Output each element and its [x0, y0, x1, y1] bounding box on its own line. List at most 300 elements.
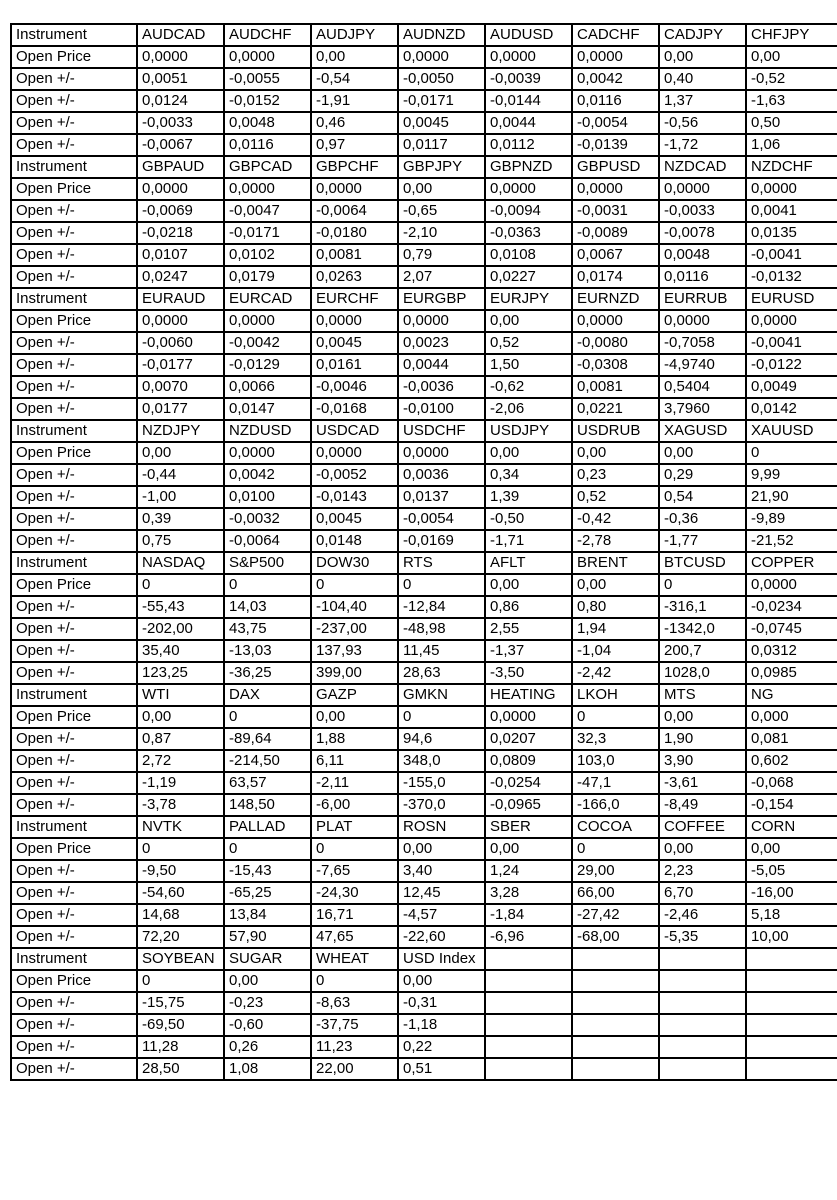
change-value-cell[interactable]: -0,0033: [137, 112, 224, 134]
open-price-cell[interactable]: 0,0000: [485, 178, 572, 200]
change-value-cell[interactable]: 0,0045: [311, 332, 398, 354]
change-value-cell[interactable]: 14,68: [137, 904, 224, 926]
change-value-cell[interactable]: -0,0054: [572, 112, 659, 134]
change-value-cell[interactable]: -0,0132: [746, 266, 837, 288]
change-value-cell[interactable]: 28,50: [137, 1058, 224, 1080]
change-value-cell[interactable]: 0,0066: [224, 376, 311, 398]
open-price-cell[interactable]: 0,00: [746, 838, 837, 860]
change-value-cell[interactable]: -1,91: [311, 90, 398, 112]
change-value-cell[interactable]: -0,7058: [659, 332, 746, 354]
row-label-open-change[interactable]: Open +/-: [11, 266, 137, 288]
change-value-cell[interactable]: 32,3: [572, 728, 659, 750]
instrument-header-cell[interactable]: NASDAQ: [137, 552, 224, 574]
row-label-open-change[interactable]: Open +/-: [11, 596, 137, 618]
change-value-cell[interactable]: -202,00: [137, 618, 224, 640]
change-value-cell[interactable]: 0,0042: [224, 464, 311, 486]
change-value-cell[interactable]: 0,0081: [572, 376, 659, 398]
instrument-header-cell[interactable]: USDRUB: [572, 420, 659, 442]
change-value-cell[interactable]: 11,23: [311, 1036, 398, 1058]
row-label-open-change[interactable]: Open +/-: [11, 904, 137, 926]
change-value-cell[interactable]: -0,0032: [224, 508, 311, 530]
instrument-header-cell[interactable]: ROSN: [398, 816, 485, 838]
open-price-cell[interactable]: 0,0000: [398, 310, 485, 332]
change-value-cell[interactable]: -89,64: [224, 728, 311, 750]
change-value-cell[interactable]: -0,0122: [746, 354, 837, 376]
change-value-cell[interactable]: -0,0052: [311, 464, 398, 486]
change-value-cell[interactable]: 0,0045: [398, 112, 485, 134]
change-value-cell[interactable]: 0,0117: [398, 134, 485, 156]
change-value-cell[interactable]: 0,0049: [746, 376, 837, 398]
instrument-header-cell[interactable]: EURCAD: [224, 288, 311, 310]
change-value-cell[interactable]: -69,50: [137, 1014, 224, 1036]
open-price-cell[interactable]: 0,0000: [311, 178, 398, 200]
open-price-cell[interactable]: 0,00: [398, 178, 485, 200]
change-value-cell[interactable]: 0,0207: [485, 728, 572, 750]
change-value-cell[interactable]: -0,0308: [572, 354, 659, 376]
change-value-cell[interactable]: -0,0254: [485, 772, 572, 794]
change-value-cell[interactable]: 11,45: [398, 640, 485, 662]
open-price-cell[interactable]: 0,00: [659, 706, 746, 728]
change-value-cell[interactable]: -0,52: [746, 68, 837, 90]
open-price-cell[interactable]: 0: [224, 706, 311, 728]
open-price-cell[interactable]: 0,00: [485, 442, 572, 464]
open-price-cell[interactable]: 0,0000: [659, 310, 746, 332]
change-value-cell[interactable]: -1,63: [746, 90, 837, 112]
open-price-cell[interactable]: 0,0000: [224, 178, 311, 200]
row-label-open-change[interactable]: Open +/-: [11, 332, 137, 354]
row-label-open-change[interactable]: Open +/-: [11, 860, 137, 882]
change-value-cell[interactable]: 0,0045: [311, 508, 398, 530]
row-label-open-change[interactable]: Open +/-: [11, 112, 137, 134]
open-price-cell[interactable]: 0,0000: [572, 310, 659, 332]
change-value-cell[interactable]: -104,40: [311, 596, 398, 618]
instrument-header-cell[interactable]: NVTK: [137, 816, 224, 838]
open-price-cell[interactable]: 0,0000: [398, 442, 485, 464]
change-value-cell[interactable]: -3,78: [137, 794, 224, 816]
change-value-cell[interactable]: 0,0263: [311, 266, 398, 288]
open-price-cell[interactable]: 0,00: [572, 442, 659, 464]
change-value-cell[interactable]: 2,72: [137, 750, 224, 772]
change-value-cell[interactable]: -2,78: [572, 530, 659, 552]
instrument-header-cell[interactable]: USD Index: [398, 948, 485, 970]
change-value-cell[interactable]: 2,55: [485, 618, 572, 640]
change-value-cell[interactable]: 43,75: [224, 618, 311, 640]
instrument-header-cell[interactable]: CHFJPY: [746, 24, 837, 46]
change-value-cell[interactable]: -166,0: [572, 794, 659, 816]
change-value-cell[interactable]: 14,03: [224, 596, 311, 618]
change-value-cell[interactable]: -0,0060: [137, 332, 224, 354]
instrument-header-cell[interactable]: DOW30: [311, 552, 398, 574]
change-value-cell[interactable]: -0,0168: [311, 398, 398, 420]
change-value-cell[interactable]: 12,45: [398, 882, 485, 904]
row-label-open-change[interactable]: Open +/-: [11, 1014, 137, 1036]
change-value-cell[interactable]: -2,06: [485, 398, 572, 420]
change-value-cell[interactable]: 0,39: [137, 508, 224, 530]
change-value-cell[interactable]: -0,0064: [224, 530, 311, 552]
change-value-cell[interactable]: -0,0064: [311, 200, 398, 222]
change-value-cell[interactable]: 0,0070: [137, 376, 224, 398]
change-value-cell[interactable]: 1,06: [746, 134, 837, 156]
instrument-header-cell[interactable]: USDCHF: [398, 420, 485, 442]
change-value-cell[interactable]: 0,0179: [224, 266, 311, 288]
change-value-cell[interactable]: 2,07: [398, 266, 485, 288]
change-value-cell[interactable]: 348,0: [398, 750, 485, 772]
open-price-cell[interactable]: 0,00: [485, 838, 572, 860]
change-value-cell[interactable]: -16,00: [746, 882, 837, 904]
change-value-cell[interactable]: -6,00: [311, 794, 398, 816]
change-value-cell[interactable]: 0,0048: [659, 244, 746, 266]
open-price-cell[interactable]: 0,00: [659, 442, 746, 464]
instrument-header-cell[interactable]: NZDJPY: [137, 420, 224, 442]
open-price-cell[interactable]: 0: [659, 574, 746, 596]
instrument-header-cell[interactable]: SUGAR: [224, 948, 311, 970]
change-value-cell[interactable]: 57,90: [224, 926, 311, 948]
change-value-cell[interactable]: 0,0042: [572, 68, 659, 90]
change-value-cell[interactable]: -1,18: [398, 1014, 485, 1036]
change-value-cell[interactable]: -54,60: [137, 882, 224, 904]
change-value-cell[interactable]: -370,0: [398, 794, 485, 816]
change-value-cell[interactable]: -0,0031: [572, 200, 659, 222]
instrument-header-cell[interactable]: EURUSD: [746, 288, 837, 310]
open-price-cell[interactable]: 0,0000: [659, 178, 746, 200]
row-label-open-change[interactable]: Open +/-: [11, 244, 137, 266]
change-value-cell[interactable]: 1,39: [485, 486, 572, 508]
change-value-cell[interactable]: 1,37: [659, 90, 746, 112]
change-value-cell[interactable]: -1,84: [485, 904, 572, 926]
change-value-cell[interactable]: 0,23: [572, 464, 659, 486]
change-value-cell[interactable]: 1028,0: [659, 662, 746, 684]
open-price-cell[interactable]: 0,0000: [485, 46, 572, 68]
instrument-header-cell[interactable]: GBPNZD: [485, 156, 572, 178]
change-value-cell[interactable]: -0,0234: [746, 596, 837, 618]
row-label-open-change[interactable]: Open +/-: [11, 200, 137, 222]
change-value-cell[interactable]: -1,19: [137, 772, 224, 794]
open-price-cell[interactable]: 0,00: [398, 970, 485, 992]
instrument-header-cell[interactable]: SBER: [485, 816, 572, 838]
change-value-cell[interactable]: 0,0116: [224, 134, 311, 156]
change-value-cell[interactable]: 148,50: [224, 794, 311, 816]
change-value-cell[interactable]: -0,0067: [137, 134, 224, 156]
open-price-cell[interactable]: 0,00: [659, 838, 746, 860]
open-price-cell[interactable]: 0: [224, 574, 311, 596]
row-label-instrument[interactable]: Instrument: [11, 420, 137, 442]
change-value-cell[interactable]: -68,00: [572, 926, 659, 948]
change-value-cell[interactable]: 137,93: [311, 640, 398, 662]
change-value-cell[interactable]: 0,0124: [137, 90, 224, 112]
change-value-cell[interactable]: 0,0100: [224, 486, 311, 508]
row-label-open-change[interactable]: Open +/-: [11, 354, 137, 376]
row-label-open-price[interactable]: Open Price: [11, 46, 137, 68]
open-price-cell[interactable]: 0,0000: [398, 46, 485, 68]
instrument-header-cell[interactable]: GMKN: [398, 684, 485, 706]
instrument-header-cell[interactable]: XAGUSD: [659, 420, 746, 442]
open-price-cell[interactable]: 0,00: [572, 574, 659, 596]
change-value-cell[interactable]: 0,0985: [746, 662, 837, 684]
instrument-header-cell[interactable]: NG: [746, 684, 837, 706]
open-price-cell[interactable]: 0,00: [485, 310, 572, 332]
change-value-cell[interactable]: -7,65: [311, 860, 398, 882]
row-label-open-price[interactable]: Open Price: [11, 970, 137, 992]
row-label-open-change[interactable]: Open +/-: [11, 530, 137, 552]
change-value-cell[interactable]: -0,54: [311, 68, 398, 90]
instrument-header-cell[interactable]: USDJPY: [485, 420, 572, 442]
change-value-cell[interactable]: 16,71: [311, 904, 398, 926]
change-value-cell[interactable]: -0,0745: [746, 618, 837, 640]
open-price-cell[interactable]: 0: [398, 574, 485, 596]
change-value-cell[interactable]: 0,0177: [137, 398, 224, 420]
change-value-cell[interactable]: -0,0041: [746, 332, 837, 354]
change-value-cell[interactable]: 0,50: [746, 112, 837, 134]
row-label-open-change[interactable]: Open +/-: [11, 1058, 137, 1080]
change-value-cell[interactable]: -1,72: [659, 134, 746, 156]
instrument-header-cell[interactable]: RTS: [398, 552, 485, 574]
change-value-cell[interactable]: 0,0112: [485, 134, 572, 156]
change-value-cell[interactable]: 0,602: [746, 750, 837, 772]
open-price-cell[interactable]: 0,0000: [224, 310, 311, 332]
instrument-header-cell[interactable]: XAUUSD: [746, 420, 837, 442]
change-value-cell[interactable]: -8,63: [311, 992, 398, 1014]
change-value-cell[interactable]: 1,90: [659, 728, 746, 750]
instrument-header-cell[interactable]: PLAT: [311, 816, 398, 838]
change-value-cell[interactable]: -0,0180: [311, 222, 398, 244]
row-label-instrument[interactable]: Instrument: [11, 948, 137, 970]
instrument-header-cell[interactable]: MTS: [659, 684, 746, 706]
change-value-cell[interactable]: 3,7960: [659, 398, 746, 420]
change-value-cell[interactable]: -1,00: [137, 486, 224, 508]
change-value-cell[interactable]: -9,50: [137, 860, 224, 882]
open-price-cell[interactable]: 0,00: [137, 706, 224, 728]
change-value-cell[interactable]: 1,24: [485, 860, 572, 882]
change-value-cell[interactable]: -0,0069: [137, 200, 224, 222]
row-label-open-change[interactable]: Open +/-: [11, 662, 137, 684]
change-value-cell[interactable]: -15,43: [224, 860, 311, 882]
open-price-cell[interactable]: 0,0000: [572, 46, 659, 68]
change-value-cell[interactable]: 11,28: [137, 1036, 224, 1058]
change-value-cell[interactable]: -0,0171: [398, 90, 485, 112]
row-label-open-change[interactable]: Open +/-: [11, 222, 137, 244]
change-value-cell[interactable]: -0,0152: [224, 90, 311, 112]
change-value-cell[interactable]: -0,0080: [572, 332, 659, 354]
open-price-cell[interactable]: 0: [224, 838, 311, 860]
change-value-cell[interactable]: 0,0108: [485, 244, 572, 266]
instrument-header-cell[interactable]: GAZP: [311, 684, 398, 706]
change-value-cell[interactable]: 0,0142: [746, 398, 837, 420]
change-value-cell[interactable]: -22,60: [398, 926, 485, 948]
instrument-header-cell[interactable]: SOYBEAN: [137, 948, 224, 970]
change-value-cell[interactable]: -0,62: [485, 376, 572, 398]
row-label-open-change[interactable]: Open +/-: [11, 90, 137, 112]
row-label-open-change[interactable]: Open +/-: [11, 508, 137, 530]
change-value-cell[interactable]: -0,0169: [398, 530, 485, 552]
change-value-cell[interactable]: -0,65: [398, 200, 485, 222]
change-value-cell[interactable]: 0,51: [398, 1058, 485, 1080]
change-value-cell[interactable]: 123,25: [137, 662, 224, 684]
change-value-cell[interactable]: -3,50: [485, 662, 572, 684]
open-price-cell[interactable]: 0,0000: [137, 178, 224, 200]
change-value-cell[interactable]: 0,0036: [398, 464, 485, 486]
instrument-header-cell[interactable]: AUDUSD: [485, 24, 572, 46]
open-price-cell[interactable]: 0,0000: [224, 46, 311, 68]
row-label-open-change[interactable]: Open +/-: [11, 926, 137, 948]
row-label-open-change[interactable]: Open +/-: [11, 1036, 137, 1058]
open-price-cell[interactable]: 0,00: [311, 46, 398, 68]
change-value-cell[interactable]: -0,0036: [398, 376, 485, 398]
instrument-header-cell[interactable]: CADJPY: [659, 24, 746, 46]
instrument-header-cell[interactable]: EURAUD: [137, 288, 224, 310]
change-value-cell[interactable]: -1,37: [485, 640, 572, 662]
open-price-cell[interactable]: 0,0000: [311, 310, 398, 332]
change-value-cell[interactable]: 0,0051: [137, 68, 224, 90]
row-label-open-change[interactable]: Open +/-: [11, 464, 137, 486]
instrument-header-cell[interactable]: COCOA: [572, 816, 659, 838]
open-price-cell[interactable]: 0,00: [224, 970, 311, 992]
open-price-cell[interactable]: 0,0000: [485, 706, 572, 728]
change-value-cell[interactable]: -65,25: [224, 882, 311, 904]
change-value-cell[interactable]: -3,61: [659, 772, 746, 794]
change-value-cell[interactable]: -1,71: [485, 530, 572, 552]
change-value-cell[interactable]: 200,7: [659, 640, 746, 662]
change-value-cell[interactable]: -0,0078: [659, 222, 746, 244]
open-price-cell[interactable]: 0: [398, 706, 485, 728]
open-price-cell[interactable]: 0,0000: [311, 442, 398, 464]
instrument-header-cell[interactable]: LKOH: [572, 684, 659, 706]
change-value-cell[interactable]: 21,90: [746, 486, 837, 508]
row-label-open-price[interactable]: Open Price: [11, 442, 137, 464]
instrument-header-cell[interactable]: BRENT: [572, 552, 659, 574]
change-value-cell[interactable]: 0,0135: [746, 222, 837, 244]
instrument-header-cell[interactable]: GBPUSD: [572, 156, 659, 178]
change-value-cell[interactable]: -0,0055: [224, 68, 311, 90]
change-value-cell[interactable]: -2,11: [311, 772, 398, 794]
row-label-open-price[interactable]: Open Price: [11, 706, 137, 728]
change-value-cell[interactable]: 6,11: [311, 750, 398, 772]
change-value-cell[interactable]: 0,0044: [485, 112, 572, 134]
open-price-cell[interactable]: 0: [137, 574, 224, 596]
open-price-cell[interactable]: 0: [311, 574, 398, 596]
change-value-cell[interactable]: -1,77: [659, 530, 746, 552]
row-label-open-change[interactable]: Open +/-: [11, 992, 137, 1014]
change-value-cell[interactable]: -0,0363: [485, 222, 572, 244]
open-price-cell[interactable]: 0,0000: [746, 310, 837, 332]
instrument-header-cell[interactable]: WHEAT: [311, 948, 398, 970]
change-value-cell[interactable]: -0,0094: [485, 200, 572, 222]
change-value-cell[interactable]: -0,068: [746, 772, 837, 794]
change-value-cell[interactable]: -0,31: [398, 992, 485, 1014]
change-value-cell[interactable]: -0,50: [485, 508, 572, 530]
change-value-cell[interactable]: 0,34: [485, 464, 572, 486]
instrument-header-cell[interactable]: PALLAD: [224, 816, 311, 838]
change-value-cell[interactable]: -36,25: [224, 662, 311, 684]
change-value-cell[interactable]: -2,10: [398, 222, 485, 244]
row-label-open-price[interactable]: Open Price: [11, 310, 137, 332]
change-value-cell[interactable]: -12,84: [398, 596, 485, 618]
row-label-instrument[interactable]: Instrument: [11, 24, 137, 46]
change-value-cell[interactable]: 0,0116: [572, 90, 659, 112]
row-label-open-change[interactable]: Open +/-: [11, 376, 137, 398]
change-value-cell[interactable]: 3,90: [659, 750, 746, 772]
change-value-cell[interactable]: 0,0227: [485, 266, 572, 288]
change-value-cell[interactable]: -0,0089: [572, 222, 659, 244]
change-value-cell[interactable]: -47,1: [572, 772, 659, 794]
change-value-cell[interactable]: 3,40: [398, 860, 485, 882]
change-value-cell[interactable]: 0,79: [398, 244, 485, 266]
change-value-cell[interactable]: -0,0033: [659, 200, 746, 222]
change-value-cell[interactable]: 1,08: [224, 1058, 311, 1080]
change-value-cell[interactable]: 0,0137: [398, 486, 485, 508]
change-value-cell[interactable]: -48,98: [398, 618, 485, 640]
change-value-cell[interactable]: 0,46: [311, 112, 398, 134]
open-price-cell[interactable]: 0,0000: [746, 178, 837, 200]
instrument-header-cell[interactable]: WTI: [137, 684, 224, 706]
open-price-cell[interactable]: 0: [311, 838, 398, 860]
change-value-cell[interactable]: 399,00: [311, 662, 398, 684]
instrument-header-cell[interactable]: S&P500: [224, 552, 311, 574]
instrument-header-cell[interactable]: COPPER: [746, 552, 837, 574]
change-value-cell[interactable]: -5,05: [746, 860, 837, 882]
open-price-cell[interactable]: 0,0000: [137, 46, 224, 68]
open-price-cell[interactable]: 0: [746, 442, 837, 464]
change-value-cell[interactable]: -8,49: [659, 794, 746, 816]
row-label-open-change[interactable]: Open +/-: [11, 134, 137, 156]
change-value-cell[interactable]: 0,0067: [572, 244, 659, 266]
change-value-cell[interactable]: -5,35: [659, 926, 746, 948]
open-price-cell[interactable]: 0: [137, 838, 224, 860]
change-value-cell[interactable]: -4,57: [398, 904, 485, 926]
change-value-cell[interactable]: -0,42: [572, 508, 659, 530]
row-label-instrument[interactable]: Instrument: [11, 156, 137, 178]
change-value-cell[interactable]: 0,0312: [746, 640, 837, 662]
row-label-open-price[interactable]: Open Price: [11, 574, 137, 596]
change-value-cell[interactable]: -55,43: [137, 596, 224, 618]
change-value-cell[interactable]: -9,89: [746, 508, 837, 530]
change-value-cell[interactable]: 0,80: [572, 596, 659, 618]
change-value-cell[interactable]: -0,0177: [137, 354, 224, 376]
row-label-open-change[interactable]: Open +/-: [11, 882, 137, 904]
change-value-cell[interactable]: 94,6: [398, 728, 485, 750]
open-price-cell[interactable]: 0,0000: [746, 574, 837, 596]
change-value-cell[interactable]: 0,29: [659, 464, 746, 486]
change-value-cell[interactable]: 0,52: [572, 486, 659, 508]
open-price-cell[interactable]: 0,00: [398, 838, 485, 860]
open-price-cell[interactable]: 0: [572, 706, 659, 728]
instrument-header-cell[interactable]: AUDJPY: [311, 24, 398, 46]
open-price-cell[interactable]: 0,0000: [224, 442, 311, 464]
change-value-cell[interactable]: -0,0050: [398, 68, 485, 90]
instrument-header-cell[interactable]: AUDNZD: [398, 24, 485, 46]
change-value-cell[interactable]: 0,54: [659, 486, 746, 508]
change-value-cell[interactable]: -0,0041: [746, 244, 837, 266]
change-value-cell[interactable]: -0,23: [224, 992, 311, 1014]
change-value-cell[interactable]: 3,28: [485, 882, 572, 904]
change-value-cell[interactable]: 0,081: [746, 728, 837, 750]
change-value-cell[interactable]: -1,04: [572, 640, 659, 662]
change-value-cell[interactable]: -37,75: [311, 1014, 398, 1036]
change-value-cell[interactable]: -0,36: [659, 508, 746, 530]
instrument-header-cell[interactable]: EURCHF: [311, 288, 398, 310]
row-label-open-change[interactable]: Open +/-: [11, 794, 137, 816]
change-value-cell[interactable]: 29,00: [572, 860, 659, 882]
change-value-cell[interactable]: 0,97: [311, 134, 398, 156]
instrument-header-cell[interactable]: EURGBP: [398, 288, 485, 310]
change-value-cell[interactable]: -1342,0: [659, 618, 746, 640]
change-value-cell[interactable]: 22,00: [311, 1058, 398, 1080]
change-value-cell[interactable]: 66,00: [572, 882, 659, 904]
row-label-instrument[interactable]: Instrument: [11, 684, 137, 706]
open-price-cell[interactable]: 0: [572, 838, 659, 860]
change-value-cell[interactable]: -0,0100: [398, 398, 485, 420]
open-price-cell[interactable]: 0,00: [137, 442, 224, 464]
change-value-cell[interactable]: 0,0048: [224, 112, 311, 134]
